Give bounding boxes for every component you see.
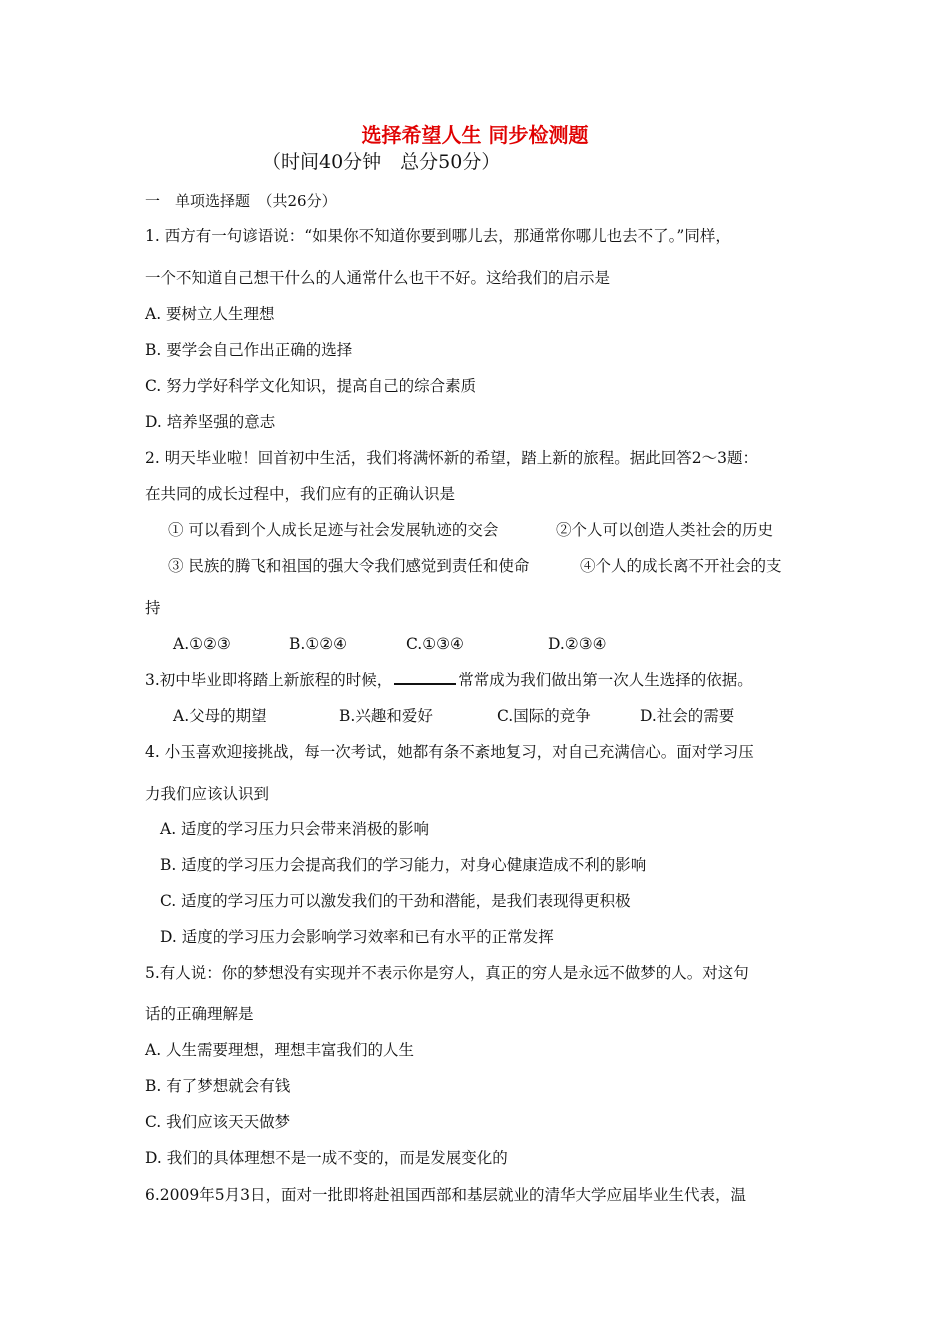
q1-stem-line1: 1. 西方有一句谚语说：“如果你不知道你要到哪儿去，那通常你哪儿也去不了。”同样，: [145, 227, 731, 245]
q3-option-b: B.兴趣和爱好: [339, 707, 433, 725]
q4-option-a: A. 适度的学习压力只会带来消极的影响: [160, 820, 430, 838]
q2-statement-4-continued: 持: [145, 599, 161, 617]
q1-stem-line2: 一个不知道自己想干什么的人通常什么也干不好。这给我们的启示是: [145, 269, 611, 287]
q2-stem-line1: 2. 明天毕业啦！回首初中生活，我们将满怀新的希望，踏上新的旅程。据此回答2～3题：: [145, 449, 758, 467]
q4-stem-line2: 力我们应该认识到: [145, 785, 270, 803]
q2-statement-3: ③ 民族的腾飞和祖国的强大令我们感觉到责任和使命: [168, 557, 530, 575]
q5-option-d: D. 我们的具体理想不是一成不变的，而是发展变化的: [145, 1149, 508, 1167]
q2-option-a: A.①②③: [173, 635, 231, 653]
q2-option-c: C.①③④: [406, 635, 464, 653]
q5-stem-line2: 话的正确理解是: [145, 1005, 254, 1023]
q5-stem-line1: 5.有人说：你的梦想没有实现并不表示你是穷人，真正的穷人是永远不做梦的人。对这句: [145, 964, 749, 982]
q3-stem-before: 3.初中毕业即将踏上新旅程的时候，: [145, 671, 393, 689]
q1-option-c: C. 努力学好科学文化知识，提高自己的综合素质: [145, 377, 477, 395]
q1-option-d: D. 培养坚强的意志: [145, 413, 276, 431]
document-title: 选择希望人生 同步检测题: [361, 123, 589, 147]
q3-stem-after: 常常成为我们做出第一次人生选择的依据。: [458, 671, 753, 689]
q2-option-b: B.①②④: [289, 635, 348, 653]
q3-stem: [145, 670, 753, 690]
q3-option-c: C.国际的竞争: [497, 707, 591, 725]
q2-statement-1: ① 可以看到个人成长足迹与社会发展轨迹的交会: [168, 521, 499, 539]
q5-option-a: A. 人生需要理想，理想丰富我们的人生: [145, 1041, 415, 1059]
q2-statement-2: ②个人可以创造人类社会的历史: [556, 521, 774, 539]
document-subtitle: （时间40分钟 总分50分）: [262, 151, 501, 173]
q4-option-b: B. 适度的学习压力会提高我们的学习能力，对身心健康造成不利的影响: [160, 856, 647, 874]
section-heading: 一 单项选择题 （共26分）: [145, 192, 337, 210]
q4-option-c: C. 适度的学习压力可以激发我们的干劲和潜能，是我们表现得更积极: [160, 892, 631, 910]
q4-stem-line1: 4. 小玉喜欢迎接挑战，每一次考试，她都有条不紊地复习，对自己充满信心。面对学习压: [145, 743, 754, 761]
q2-option-d: D.②③④: [548, 635, 607, 653]
q2-statement-4: ④个人的成长离不开社会的支: [580, 557, 782, 575]
q3-option-a: A.父母的期望: [173, 707, 267, 725]
q3-answer-blank: [394, 671, 456, 685]
q6-stem-line1: 6.2009年5月3日，面对一批即将赴祖国西部和基层就业的清华大学应届毕业生代表，温: [145, 1186, 746, 1204]
q1-option-a: A. 要树立人生理想: [145, 305, 275, 323]
q2-stem-line2: 在共同的成长过程中，我们应有的正确认识是: [145, 485, 456, 503]
q1-option-b: B. 要学会自己作出正确的选择: [145, 341, 353, 359]
q3-option-d: D.社会的需要: [640, 707, 735, 725]
q5-option-b: B. 有了梦想就会有钱: [145, 1077, 291, 1095]
q5-option-c: C. 我们应该天天做梦: [145, 1113, 291, 1131]
q4-option-d: D. 适度的学习压力会影响学习效率和已有水平的正常发挥: [160, 928, 554, 946]
